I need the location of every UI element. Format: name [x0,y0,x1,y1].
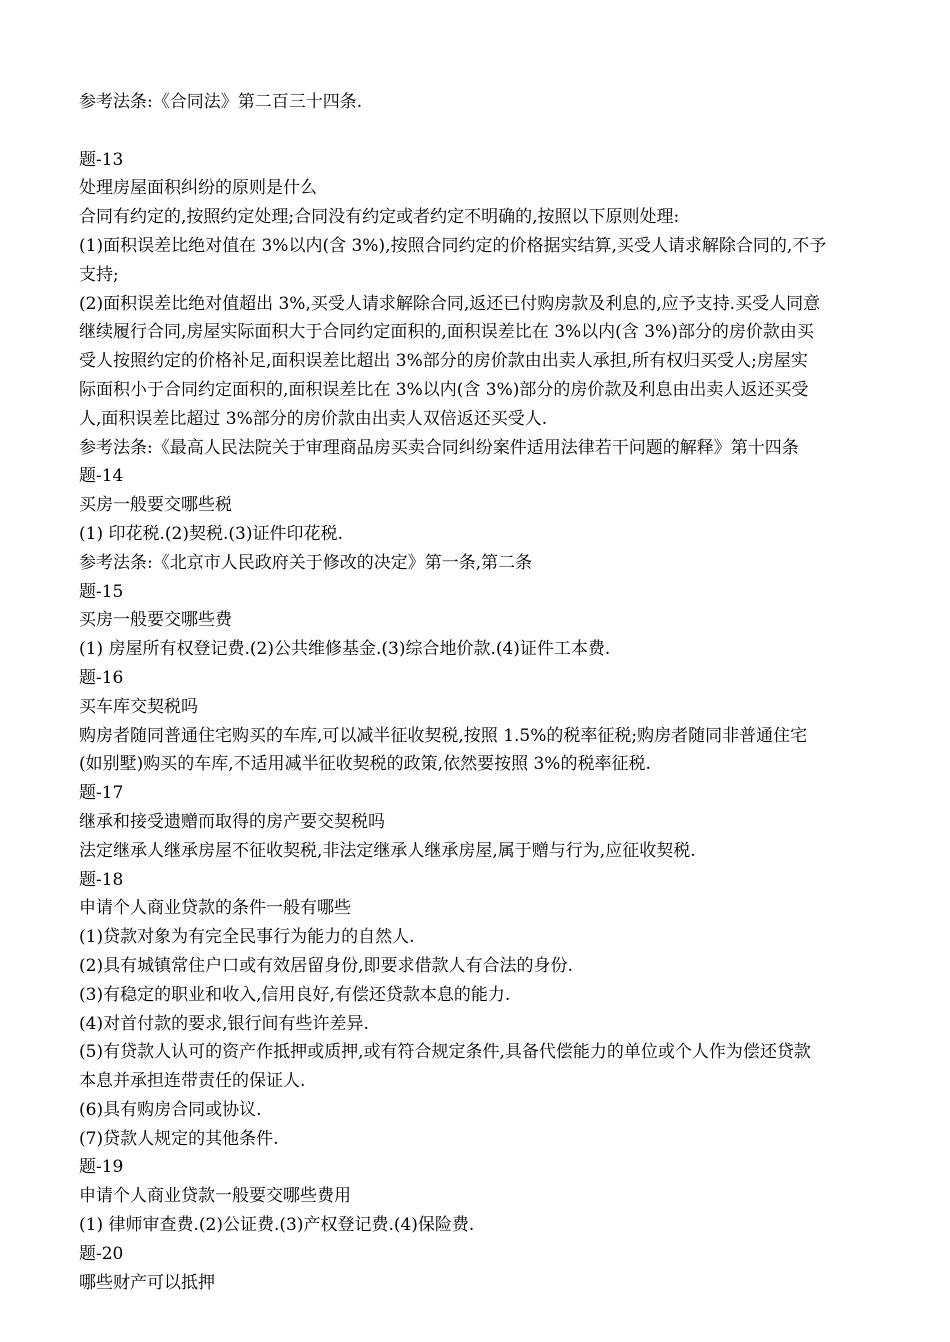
text-line: 人,面积误差比超过 3%部分的房价款由出卖人双倍返还买受人. [79,408,548,429]
text-line: 继续履行合同,房屋实际面积大于合同约定面积的,面积误差比在 3%以内(含 3%)部分的房价款由买 [79,322,814,343]
text-line: 本息并承担连带责任的保证人. [79,1071,306,1092]
text-line: (1) 律师审查费.(2)公证费.(3)产权登记费.(4)保险费. [79,1215,475,1236]
text-line: 题-14 [79,466,124,487]
text-line: (2)面积误差比绝对值超出 3%,买受人请求解除合同,返还已付购房款及利息的,应予支持.买受人同意 [79,293,821,314]
text-line: (1) 印花税.(2)契税.(3)证件印花税. [79,523,343,544]
text-line: (1)面积误差比绝对值在 3%以内(含 3%),按照合同约定的价格据实结算,买受人请求解除合同的,不予 [79,235,827,256]
text-line: (7)贷款人规定的其他条件. [79,1128,279,1149]
text-line: 申请个人商业贷款一般要交哪些费用 [79,1186,351,1207]
text-line: (1) 房屋所有权登记费.(2)公共维修基金.(3)综合地价款.(4)证件工本费. [79,639,611,660]
text-line: (2)具有城镇常住户口或有效居留身份,即要求借款人有合法的身份. [79,955,573,976]
text-line: (3)有稳定的职业和收入,信用良好,有偿还贷款本息的能力. [79,984,511,1005]
text-line: 际面积小于合同约定面积的,面积误差比在 3%以内(含 3%)部分的房价款及利息由出卖人返还买受 [79,379,809,400]
text-line: 题-15 [79,581,124,602]
text-line: 买车库交契税吗 [79,696,198,717]
text-line: 受人按照约定的价格补足,面积误差比超出 3%部分的房价款由出卖人承担,所有权归买受人;房屋实 [79,351,808,372]
text-line: 买房一般要交哪些费 [79,610,232,631]
text-line: (4)对首付款的要求,银行间有些许差异. [79,1013,369,1034]
text-line: 参考法条:《最高人民法院关于审理商品房买卖合同纠纷案件适用法律若干问题的解释》第十四条 [79,437,799,458]
text-line: 购房者随同普通住宅购买的车库,可以减半征收契税,按照 1.5%的税率征税;购房者随同非普通住宅 [79,725,808,746]
text-line: (5)有贷款人认可的资产作抵押或质押,或有符合规定条件,具备代偿能力的单位或个人作为偿还贷款 [79,1042,811,1063]
text-line: 处理房屋面积纠纷的原则是什么 [79,178,317,199]
text-line: 题-19 [79,1157,124,1178]
text-line: 继承和接受遗赠而取得的房产要交契税吗 [79,811,385,832]
text-line: (6)具有购房合同或协议. [79,1099,262,1120]
text-line: 题-16 [79,667,124,688]
text-line [79,117,900,146]
text-line: (如别墅)购买的车库,不适用减半征收契税的政策,依然要按照 3%的税率征税. [79,754,651,775]
text-line: (1)贷款对象为有完全民事行为能力的自然人. [79,927,415,948]
text-line: 题-13 [79,149,124,170]
text-line: 参考法条:《合同法》第二百三十四条. [79,92,363,112]
text-line: 支持; [79,264,119,285]
text-line: 法定继承人继承房屋不征收契税,非法定继承人继承房屋,属于赠与行为,应征收契税. [79,840,696,861]
text-line: 参考法条:《北京市人民政府关于修改的决定》第一条,第二条 [79,552,533,573]
text-line: 申请个人商业贷款的条件一般有哪些 [79,898,351,919]
text-line: 买房一般要交哪些税 [79,495,232,516]
text-line: 题-18 [79,869,124,890]
text-line: 题-20 [79,1243,124,1264]
text-line: 哪些财产可以抵押 [79,1272,215,1293]
text-line: 合同有约定的,按照约定处理;合同没有约定或者约定不明确的,按照以下原则处理: [79,207,680,228]
text-line: 题-17 [79,783,124,804]
